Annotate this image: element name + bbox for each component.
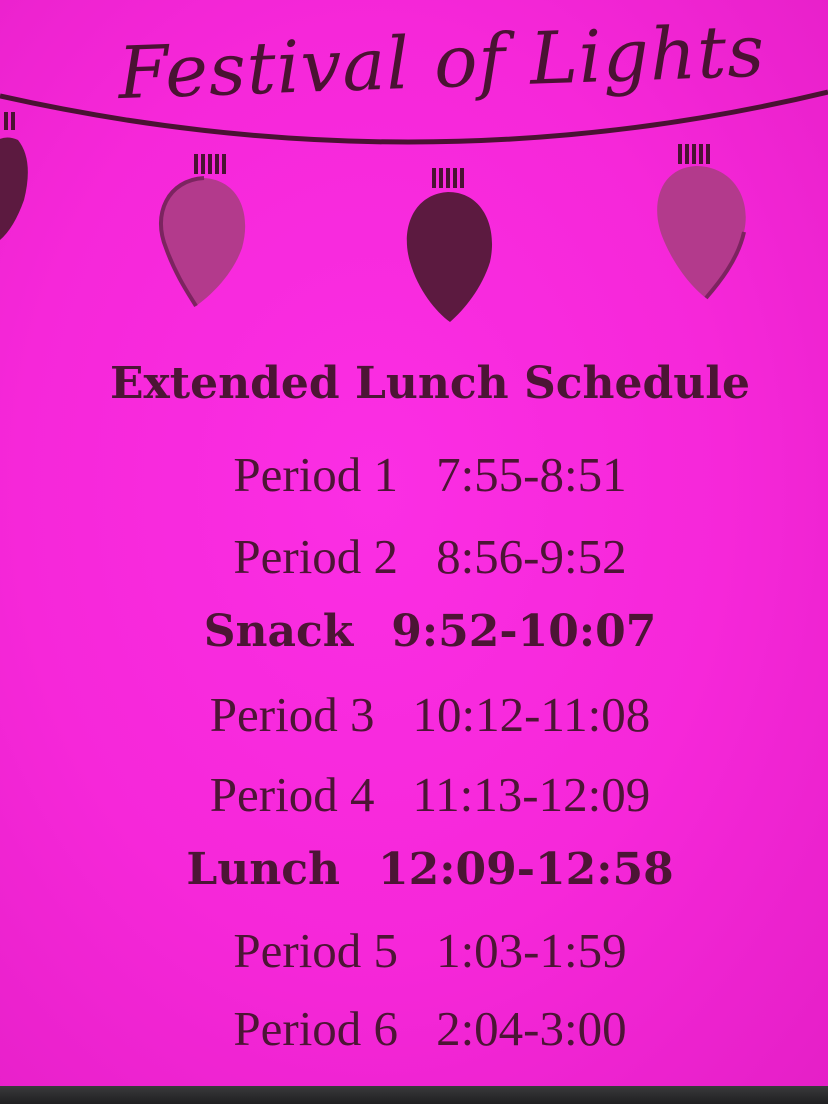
schedule-row-time: 2:04-3:00 xyxy=(436,1001,627,1056)
schedule-heading: Extended Lunch Schedule xyxy=(110,358,750,409)
schedule-row-time: 11:13-12:09 xyxy=(412,767,651,822)
schedule-row-name: Period 5 xyxy=(233,923,399,978)
schedule-row-name: Lunch xyxy=(186,844,341,895)
schedule-row xyxy=(0,844,828,895)
schedule-row-name: Period 3 xyxy=(209,687,375,742)
table-surface xyxy=(0,1086,828,1104)
schedule-row-name: Period 2 xyxy=(233,529,399,584)
schedule-row xyxy=(0,922,828,979)
schedule-row-name: Period 6 xyxy=(233,1001,399,1056)
schedule-row-name: Snack xyxy=(203,606,354,657)
schedule-row-time: 9:52-10:07 xyxy=(391,606,657,657)
bulb-icon-4 xyxy=(657,144,746,298)
schedule-row-name: Period 1 xyxy=(233,447,399,502)
schedule-row xyxy=(0,766,828,823)
bulb-icon-3 xyxy=(407,168,492,322)
schedule-row-time: 7:55-8:51 xyxy=(436,447,627,502)
schedule-row-time: 12:09-12:58 xyxy=(378,844,674,895)
bulb-icon-1 xyxy=(0,112,28,240)
schedule-row xyxy=(0,686,828,743)
schedule-row xyxy=(0,1000,828,1057)
schedule-row xyxy=(0,446,828,503)
schedule-row xyxy=(0,528,828,585)
schedule-row-time: 1:03-1:59 xyxy=(436,923,627,978)
bulb-icon-2 xyxy=(161,154,245,306)
schedule-row-time: 8:56-9:52 xyxy=(436,529,627,584)
festival-title: Festival of Lights xyxy=(116,8,767,116)
schedule-row xyxy=(0,606,828,657)
schedule-row-name: Period 4 xyxy=(209,767,375,822)
schedule-row-time: 10:12-11:08 xyxy=(412,687,651,742)
